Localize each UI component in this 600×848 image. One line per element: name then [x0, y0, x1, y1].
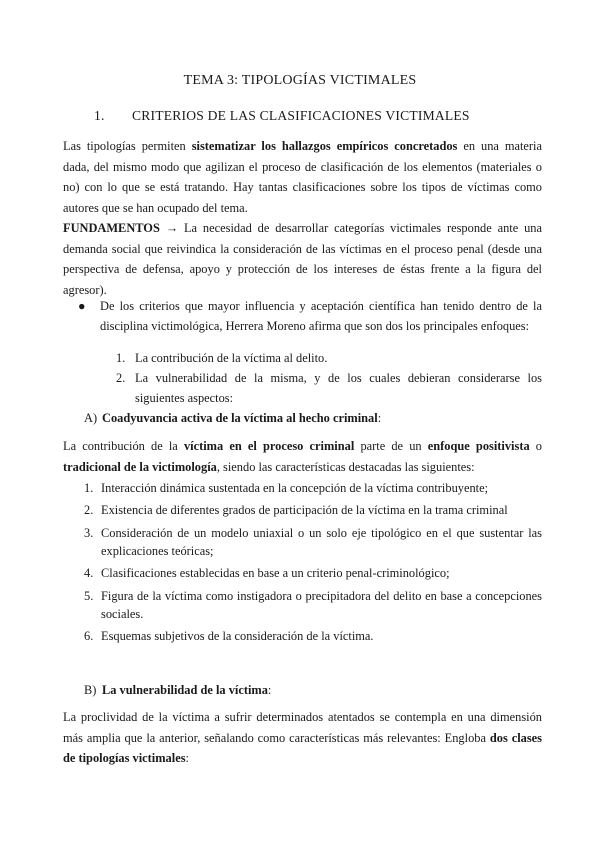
- page-title: TEMA 3: TIPOLOGÍAS VICTIMALES: [183, 73, 417, 88]
- fundamentos-paragraph: [63, 218, 542, 300]
- section-a-title: Coadyuvancia activa de la víctima al hecho criminal: [102, 411, 378, 425]
- proclividad-colon: :: [185, 751, 189, 765]
- section-b-colon: :: [267, 683, 272, 697]
- list-item: [116, 348, 542, 368]
- list-item: [84, 524, 542, 561]
- bold-run: víctima en el proceso criminal: [183, 439, 355, 453]
- list-item: [84, 479, 542, 498]
- list-number: 2.: [116, 371, 126, 385]
- list-number: 2.: [84, 503, 94, 518]
- section-a-colon: :: [377, 411, 382, 425]
- list-item: [116, 368, 542, 408]
- enfoques-list: [116, 348, 542, 408]
- section-heading-1: [94, 108, 470, 124]
- list-item-text: Esquemas subjetivos de la consideración de la víctima.: [101, 629, 374, 644]
- proclividad-text: La proclividad de la víctima a sufrir determinados atentados se contempla en una dimensión más amplia que la anterior, señalando como características más relevantes: Engloba: [63, 710, 542, 745]
- list-number: 4.: [84, 566, 94, 581]
- bold-run: enfoque positivista: [427, 439, 530, 453]
- text-run: , siendo las características destacadas las siguientes:: [216, 459, 475, 474]
- list-item-text: Clasificaciones establecidas en base a un criterio penal-criminológico;: [101, 566, 450, 581]
- section-b-heading: [84, 680, 271, 700]
- text-run: o: [529, 439, 542, 453]
- bullet-item: [78, 296, 542, 336]
- section-title: CRITERIOS DE LAS CLASIFICACIONES VICTIMALES: [132, 108, 470, 123]
- list-number: 6.: [84, 629, 94, 644]
- section-number: 1.: [94, 108, 105, 123]
- fundamentos-text: La necesidad de desarrollar categorías victimales responde ante una demanda social que reivindica la consideración de las víctimas en el proceso penal (desde una perspectiva de defensa, apoyo y protección de los intereses de éstas frente a la figura del agresor).: [63, 221, 542, 297]
- intro-bold: sistematizar los hallazgos empíricos concretados: [191, 139, 458, 153]
- list-item-text: Existencia de diferentes grados de participación de la víctima en la trama criminal: [101, 503, 508, 518]
- list-item-text: Interacción dinámica sustentada en la concepción de la víctima contribuyente;: [101, 481, 489, 495]
- text-run: parte de un: [354, 439, 428, 453]
- bullet-text: De los criterios que mayor influencia y aceptación científica han tenido dentro de la disciplina victimológica, Herrera Moreno afirma que son dos los principales enfoques:: [100, 299, 542, 333]
- section-a-heading: [84, 408, 381, 428]
- section-letter: B): [84, 683, 97, 697]
- list-item: [84, 564, 542, 583]
- list-number: 3.: [84, 525, 94, 540]
- list-number: 5.: [84, 588, 94, 603]
- proclividad-paragraph: [63, 707, 542, 769]
- intro-text-end: en una materia dada, del mismo modo que agilizan el proceso de clasificación de los elementos (materiales o no) con lo que se está tratando. Hay tantas clasificaciones sobre los tipos de víctimas como autores que se han ocupado del tema.: [63, 139, 542, 215]
- list-item-text: La vulnerabilidad de la misma, y de los cuales debieran considerarse los siguientes aspectos:: [135, 371, 542, 405]
- contribucion-paragraph: [63, 436, 542, 477]
- section-b-title: La vulnerabilidad de la víctima: [102, 683, 268, 697]
- intro-text-start: Las tipologías permiten: [63, 139, 192, 153]
- list-item-text: Consideración de un modelo uniaxial o un solo eje tipológico en el que sustentar las explicaciones teóricas;: [101, 525, 542, 559]
- bold-run: tradicional de la victimología: [63, 459, 217, 474]
- intro-paragraph: [63, 136, 542, 218]
- list-item: [84, 587, 542, 624]
- list-number: 1.: [116, 351, 126, 365]
- list-item: [84, 627, 542, 646]
- section-letter: A): [84, 411, 98, 425]
- list-item-text: Figura de la víctima como instigadora o precipitadora del delito en base a concepciones sociales.: [101, 588, 542, 622]
- proclividad-bold: dos clases de tipologías victimales: [63, 730, 542, 765]
- list-number: 1.: [84, 481, 94, 495]
- bullet-dot-icon: ●: [78, 299, 86, 313]
- caracteristicas-list: [84, 479, 542, 650]
- text-run: La contribución de la: [63, 439, 184, 453]
- list-item: [84, 501, 542, 520]
- fundamentos-label: FUNDAMENTOS →: [63, 221, 179, 235]
- list-item-text: La contribución de la víctima al delito.: [135, 351, 328, 365]
